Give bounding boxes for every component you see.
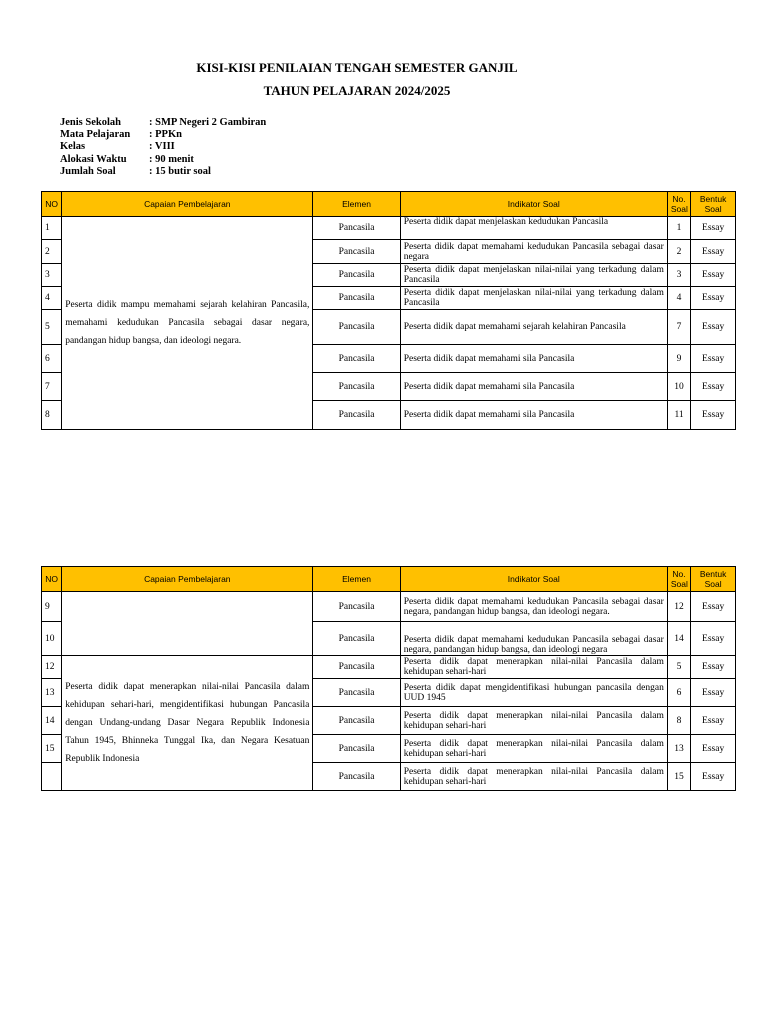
no-soal-cell: 7: [667, 310, 690, 345]
info-label: Alokasi Waktu: [60, 153, 127, 165]
header-indikator: Indikator Soal: [400, 567, 667, 592]
elemen-cell: Pancasila: [313, 735, 400, 763]
row-no: 13: [42, 679, 62, 707]
header-bentuk-soal: Bentuk Soal: [691, 192, 736, 217]
indikator-cell: Peserta didik dapat menerapkan nilai-nilai Pancasila dalam kehidupan sehari-hari: [400, 735, 667, 763]
indikator-cell: Peserta didik dapat memahami sila Pancasila: [400, 345, 667, 373]
bentuk-soal-cell: Essay: [691, 679, 736, 707]
info-value: : 15 butir soal: [149, 165, 211, 177]
kisi-kisi-table-1: [41, 191, 736, 430]
school-info: [60, 117, 266, 178]
info-row: [60, 166, 266, 178]
indikator-cell: Peserta didik dapat menjelaskan kedudukan Pancasila: [400, 217, 667, 240]
info-label: Jumlah Soal: [60, 165, 116, 177]
info-value: : PPKn: [149, 129, 182, 141]
elemen-cell: Pancasila: [313, 373, 400, 401]
no-soal-cell: 5: [667, 656, 690, 679]
header-capaian: Capaian Pembelajaran: [62, 567, 313, 592]
elemen-cell: Pancasila: [313, 592, 400, 622]
row-no: 5: [42, 310, 62, 345]
elemen-cell: Pancasila: [313, 679, 400, 707]
row-no: 14: [42, 707, 62, 735]
row-no: 10: [42, 622, 62, 656]
indikator-cell: Peserta didik dapat memahami sejarah kelahiran Pancasila: [400, 310, 667, 345]
info-value: : 90 menit: [149, 153, 194, 165]
info-value: : SMP Negeri 2 Gambiran: [149, 117, 267, 128]
no-soal-cell: 6: [667, 679, 690, 707]
elemen-cell: Pancasila: [313, 763, 400, 791]
table-header-row: [42, 567, 736, 592]
capaian-pembelajaran-cell: Peserta didik dapat menerapkan nilai-nilai Pancasila dalam kehidupan sehari-hari, mengidentifikasi hubungan Pancasila dengan Undang-undang Dasar Negara Republik Indonesia Tahun 1945, Bhinneka Tunggal Ika, dan Negara Kesatuan Republik Indonesia: [62, 656, 313, 791]
capaian-pembelajaran-cell-empty: [62, 592, 313, 656]
header-bentuk-soal: Bentuk Soal: [691, 567, 736, 592]
bentuk-soal-cell: Essay: [691, 707, 736, 735]
elemen-cell: Pancasila: [313, 217, 400, 240]
info-row: [60, 129, 266, 141]
elemen-cell: Pancasila: [313, 310, 400, 345]
no-soal-cell: 10: [667, 373, 690, 401]
no-soal-cell: 2: [667, 240, 690, 264]
row-no: 12: [42, 656, 62, 679]
bentuk-soal-cell: Essay: [691, 622, 736, 656]
indikator-cell: Peserta didik dapat memahami sila Pancasila: [400, 373, 667, 401]
no-soal-cell: 13: [667, 735, 690, 763]
header-elemen: Elemen: [313, 192, 400, 217]
header-no: NO: [42, 192, 62, 217]
table-row: [42, 656, 736, 679]
indikator-cell: Peserta didik dapat menerapkan nilai-nilai Pancasila dalam kehidupan sehari-hari: [400, 656, 667, 679]
elemen-cell: Pancasila: [313, 401, 400, 430]
no-soal-cell: 4: [667, 287, 690, 310]
indikator-cell: Peserta didik dapat menerapkan nilai-nilai Pancasila dalam kehidupan sehari-hari: [400, 707, 667, 735]
info-label: Mata Pelajaran: [60, 129, 131, 141]
row-no: 2: [42, 240, 62, 264]
header-no-soal: No. Soal: [667, 192, 690, 217]
indikator-cell: Peserta didik dapat memahami kedudukan Pancasila sebagai dasar negara, pandangan hidup bangsa, dan ideologi negara.: [400, 592, 667, 622]
elemen-cell: Pancasila: [313, 656, 400, 679]
elemen-cell: Pancasila: [313, 707, 400, 735]
no-soal-cell: 14: [667, 622, 690, 656]
no-soal-cell: 3: [667, 264, 690, 287]
info-value: : VIII: [149, 141, 175, 153]
bentuk-soal-cell: Essay: [691, 240, 736, 264]
info-row: [60, 154, 266, 166]
bentuk-soal-cell: Essay: [691, 373, 736, 401]
indikator-cell: Peserta didik dapat memahami kedudukan Pancasila sebagai dasar negara, pandangan hidup bangsa, dan ideologi negara: [400, 622, 667, 656]
kisi-kisi-table-2: [41, 566, 736, 791]
bentuk-soal-cell: Essay: [691, 217, 736, 240]
header-no-soal: No. Soal: [667, 567, 690, 592]
row-no: 6: [42, 345, 62, 373]
row-no: 1: [42, 217, 62, 240]
indikator-cell: Peserta didik dapat menjelaskan nilai-nilai yang terkadung dalam Pancasila: [400, 264, 667, 287]
no-soal-cell: 9: [667, 345, 690, 373]
row-no: 7: [42, 373, 62, 401]
bentuk-soal-cell: Essay: [691, 345, 736, 373]
document-title: KISI-KISI PENILAIAN TENGAH SEMESTER GANJIL: [196, 60, 518, 75]
table-header-row: [42, 192, 736, 217]
header-capaian: Capaian Pembelajaran: [62, 192, 313, 217]
bentuk-soal-cell: Essay: [691, 401, 736, 430]
row-no: 9: [42, 592, 62, 622]
row-no: 4: [42, 287, 62, 310]
no-soal-cell: 15: [667, 763, 690, 791]
header-no: NO: [42, 567, 62, 592]
row-no: 8: [42, 401, 62, 430]
indikator-cell: Peserta didik dapat mengidentifikasi hubungan pancasila dengan UUD 1945: [400, 679, 667, 707]
header-elemen: Elemen: [313, 567, 400, 592]
bentuk-soal-cell: Essay: [691, 264, 736, 287]
indikator-cell: Peserta didik dapat memahami kedudukan Pancasila sebagai dasar negara: [400, 240, 667, 264]
no-soal-cell: 12: [667, 592, 690, 622]
document-subtitle: TAHUN PELAJARAN 2024/2025: [263, 83, 451, 98]
bentuk-soal-cell: Essay: [691, 735, 736, 763]
indikator-cell: Peserta didik dapat menerapkan nilai-nilai Pancasila dalam kehidupan sehari-hari: [400, 763, 667, 791]
table-row: [42, 592, 736, 622]
bentuk-soal-cell: Essay: [691, 592, 736, 622]
bentuk-soal-cell: Essay: [691, 763, 736, 791]
bentuk-soal-cell: Essay: [691, 656, 736, 679]
capaian-pembelajaran-cell: Peserta didik mampu memahami sejarah kelahiran Pancasila, memahami kedudukan Pancasila sebagai dasar negara, pandangan hidup bangsa, dan ideologi negara.: [62, 217, 313, 430]
elemen-cell: Pancasila: [313, 240, 400, 264]
no-soal-cell: 1: [667, 217, 690, 240]
bentuk-soal-cell: Essay: [691, 310, 736, 345]
indikator-cell: Peserta didik dapat menjelaskan nilai-nilai yang terkadung dalam Pancasila: [400, 287, 667, 310]
row-no: 3: [42, 264, 62, 287]
info-label: Kelas: [60, 141, 86, 153]
row-no: [42, 763, 62, 791]
bentuk-soal-cell: Essay: [691, 287, 736, 310]
no-soal-cell: 8: [667, 707, 690, 735]
row-no: 15: [42, 735, 62, 763]
indikator-cell: Peserta didik dapat memahami sila Pancasila: [400, 401, 667, 430]
table-row: [42, 217, 736, 240]
header-indikator: Indikator Soal: [400, 192, 667, 217]
elemen-cell: Pancasila: [313, 287, 400, 310]
elemen-cell: Pancasila: [313, 622, 400, 656]
info-row: [60, 117, 266, 129]
elemen-cell: Pancasila: [313, 264, 400, 287]
elemen-cell: Pancasila: [313, 345, 400, 373]
no-soal-cell: 11: [667, 401, 690, 430]
info-label: Jenis Sekolah: [60, 117, 121, 128]
info-row: [60, 141, 266, 153]
